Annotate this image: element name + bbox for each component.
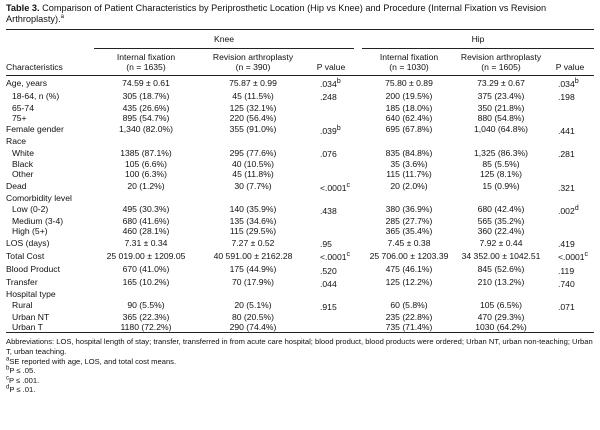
table-row [6, 169, 594, 179]
cell-knee-pvalue [308, 322, 354, 333]
col-header-hip-pvalue [546, 48, 594, 76]
column-gap [354, 123, 362, 136]
cell-hip-pvalue [546, 159, 594, 169]
cell-hip-internal-fixation [362, 136, 456, 146]
table-row [6, 299, 594, 312]
column-gap [354, 203, 362, 216]
cell-knee-internal-fixation: 305 (18.7%) [122, 90, 170, 101]
cell-hip-pvalue [546, 322, 594, 333]
col-header-n: (n = 1635) [126, 62, 166, 73]
column-gap [354, 193, 362, 203]
column-gap [354, 236, 362, 249]
footnote-d: $^d$P ≤ .01. [6, 384, 36, 395]
cell-knee-pvalue: .915 [320, 301, 337, 312]
cell-hip-internal-fixation [362, 193, 456, 203]
table-footnotes [6, 337, 594, 395]
row-label: Race [6, 136, 27, 147]
cell-hip-internal-fixation: 735 (71.4%) [385, 322, 433, 333]
table-row [6, 263, 594, 276]
col-header-n: (n = 1030) [389, 62, 429, 73]
cell-hip-pvalue [546, 226, 594, 236]
cell-hip-revision-arthroplasty: 1,040 (64.8%) [474, 124, 528, 135]
cell-hip-pvalue: .034$^b$ [558, 77, 579, 90]
row-label: Blood Product [6, 263, 60, 274]
caption-footnote-mark: a [60, 14, 64, 21]
row-label: Black [12, 159, 34, 170]
col-header-label: Internal fixation [379, 51, 439, 62]
cell-knee-internal-fixation: 1180 (72.2%) [120, 322, 172, 333]
cell-knee-pvalue: .076 [320, 149, 337, 160]
cell-knee-internal-fixation: 74.59 ± 0.61 [122, 77, 170, 88]
cell-hip-pvalue: .071 [558, 301, 575, 312]
cell-hip-revision-arthroplasty: 85 (5.5%) [482, 159, 520, 170]
cell-hip-internal-fixation: 285 (27.7%) [385, 216, 433, 227]
cell-hip-revision-arthroplasty: 350 (21.8%) [477, 102, 525, 113]
col-header-characteristics: Characteristics [6, 62, 63, 73]
cell-hip-internal-fixation: 75.80 ± 0.89 [385, 77, 433, 88]
cell-hip-pvalue: .740 [558, 278, 575, 289]
column-gap [354, 169, 362, 179]
row-label: Rural [12, 300, 33, 311]
col-header-n: (n = 390) [235, 62, 271, 73]
col-header-knee-pvalue [308, 48, 354, 76]
cell-hip-pvalue [546, 312, 594, 322]
cell-hip-pvalue: .321 [558, 182, 575, 193]
cell-knee-internal-fixation [94, 193, 198, 203]
cell-hip-revision-arthroplasty: 845 (52.6%) [477, 263, 525, 274]
cell-hip-revision-arthroplasty: 34 352.00 ± 1042.51 [461, 250, 541, 261]
cell-knee-revision-arthroplasty: 125 (32.1%) [229, 102, 277, 113]
cell-hip-pvalue: <.0001$^c$ [558, 250, 589, 263]
row-label: High (5+) [12, 226, 48, 237]
table-row [6, 193, 594, 203]
cell-hip-pvalue: .281 [558, 149, 575, 160]
footnote-c: $^c$P ≤ .001. [6, 375, 40, 385]
cell-knee-revision-arthroplasty: 355 (91.0%) [229, 124, 277, 135]
cell-knee-pvalue: .438 [320, 205, 337, 216]
cell-knee-revision-arthroplasty: 115 (29.5%) [229, 226, 277, 237]
row-label: 75+ [12, 112, 27, 123]
cell-knee-pvalue [308, 169, 354, 179]
cell-knee-internal-fixation [94, 136, 198, 146]
column-gap [354, 226, 362, 236]
cell-hip-pvalue [546, 289, 594, 299]
cell-knee-pvalue: <.0001$^c$ [320, 250, 351, 263]
table-row [6, 289, 594, 299]
cell-hip-pvalue: .198 [558, 92, 575, 103]
column-gap [354, 89, 362, 102]
cell-knee-pvalue: .520 [320, 265, 337, 276]
cell-knee-revision-arthroplasty [198, 193, 308, 203]
cell-knee-revision-arthroplasty: 40 591.00 ± 2162.28 [213, 250, 293, 261]
column-gap [354, 180, 362, 193]
cell-knee-pvalue: .248 [320, 92, 337, 103]
cell-hip-revision-arthroplasty: 565 (35.2%) [477, 216, 525, 227]
cell-knee-pvalue: <.0001$^c$ [320, 180, 351, 193]
cell-hip-internal-fixation: 380 (36.9%) [385, 204, 433, 215]
cell-hip-revision-arthroplasty: 210 (13.2%) [477, 277, 525, 288]
row-label: Age, years [6, 77, 48, 88]
cell-knee-revision-arthroplasty: 70 (17.9%) [231, 277, 275, 288]
cell-knee-internal-fixation: 7.31 ± 0.34 [124, 237, 168, 248]
table-row [6, 180, 594, 193]
cell-knee-internal-fixation: 1,340 (82.0%) [119, 124, 173, 135]
cell-hip-pvalue [546, 136, 594, 146]
cell-hip-internal-fixation [362, 289, 456, 299]
table-row [6, 136, 594, 146]
cell-knee-internal-fixation: 895 (54.7%) [122, 112, 170, 123]
row-label: Other [12, 169, 34, 180]
cell-hip-internal-fixation: 235 (22.8%) [385, 311, 433, 322]
cell-knee-revision-arthroplasty: 80 (20.5%) [231, 311, 275, 322]
cell-knee-internal-fixation: 90 (5.5%) [127, 300, 165, 311]
cell-hip-pvalue [546, 103, 594, 113]
cell-hip-revision-arthroplasty: 1030 (64.2%) [475, 322, 527, 333]
group-header-knee: Knee [94, 30, 354, 48]
cell-knee-pvalue [308, 289, 354, 299]
row-label: Female gender [6, 124, 64, 135]
cell-knee-internal-fixation: 100 (6.3%) [124, 169, 168, 180]
cell-hip-revision-arthroplasty: 73.29 ± 0.67 [477, 77, 525, 88]
column-gap [354, 146, 362, 159]
cell-knee-internal-fixation: 165 (10.2%) [122, 277, 170, 288]
cell-knee-pvalue: .95 [320, 239, 332, 250]
row-label: LOS (days) [6, 237, 50, 248]
table-row [6, 322, 594, 333]
cell-hip-revision-arthroplasty: 880 (54.8%) [477, 112, 525, 123]
table-row [6, 249, 594, 262]
cell-hip-pvalue: .419 [558, 239, 575, 250]
row-label: Total Cost [6, 250, 45, 261]
cell-hip-revision-arthroplasty: 125 (8.1%) [479, 169, 523, 180]
cell-hip-internal-fixation: 20 (2.0%) [390, 181, 428, 192]
cell-knee-revision-arthroplasty: 295 (77.6%) [229, 147, 277, 158]
table-number: Table 3. [6, 3, 40, 13]
column-gap [354, 136, 362, 146]
table-row [6, 89, 594, 102]
cell-knee-internal-fixation: 1385 (87.1%) [120, 147, 172, 158]
table-caption [6, 0, 594, 25]
cell-knee-internal-fixation: 365 (22.3%) [122, 311, 170, 322]
col-header-n: (n = 1605) [481, 62, 521, 73]
footnote-a: $^a$SE reported with age, LOS, and total cost means. [6, 356, 177, 366]
cell-hip-revision-arthroplasty: 7.92 ± 0.44 [479, 237, 523, 248]
cell-hip-pvalue: .002$^d$ [558, 203, 579, 216]
cell-knee-pvalue [308, 136, 354, 146]
table-row [6, 226, 594, 236]
cell-knee-revision-arthroplasty: 20 (5.1%) [234, 300, 272, 311]
cell-knee-pvalue: .044 [320, 278, 337, 289]
cell-hip-pvalue: .119 [558, 265, 575, 276]
cell-knee-pvalue [308, 103, 354, 113]
row-label: Medium (3-4) [12, 216, 64, 227]
cell-knee-internal-fixation [94, 289, 198, 299]
row-label: 65-74 [12, 102, 34, 113]
cell-hip-revision-arthroplasty [456, 136, 546, 146]
cell-knee-internal-fixation: 680 (41.6%) [122, 216, 170, 227]
cell-knee-internal-fixation: 670 (41.0%) [122, 263, 170, 274]
cell-knee-pvalue [308, 312, 354, 322]
cell-knee-revision-arthroplasty: 7.27 ± 0.52 [231, 237, 275, 248]
cell-hip-internal-fixation: 35 (3.6%) [390, 159, 428, 170]
cell-knee-pvalue [308, 113, 354, 123]
table-row [6, 236, 594, 249]
cell-knee-revision-arthroplasty: 30 (7.7%) [234, 181, 272, 192]
cell-knee-pvalue [308, 193, 354, 203]
cell-hip-internal-fixation: 695 (67.8%) [385, 124, 433, 135]
row-label: Low (0-2) [12, 204, 49, 215]
cell-knee-revision-arthroplasty: 290 (74.4%) [229, 322, 277, 333]
row-label: Transfer [6, 277, 38, 288]
table-row [6, 113, 594, 123]
column-gap [354, 76, 362, 90]
cell-hip-pvalue [546, 216, 594, 226]
col-header-label: Revision arthroplasty [212, 51, 294, 62]
cell-knee-revision-arthroplasty: 75.87 ± 0.99 [229, 77, 277, 88]
footnote-b: $^b$P ≤ .05. [6, 365, 36, 376]
cell-hip-revision-arthroplasty [456, 289, 546, 299]
table-row [6, 146, 594, 159]
cell-hip-internal-fixation: 60 (5.8%) [390, 300, 428, 311]
column-gap [354, 103, 362, 113]
col-header-knee-internal-fixation [94, 48, 198, 76]
row-label: White [12, 147, 34, 158]
cell-knee-revision-arthroplasty: 140 (35.9%) [229, 204, 277, 215]
cell-knee-revision-arthroplasty: 135 (34.6%) [229, 216, 277, 227]
cell-hip-internal-fixation: 835 (84.8%) [385, 147, 433, 158]
cell-hip-internal-fixation: 185 (18.0%) [385, 102, 433, 113]
cell-knee-revision-arthroplasty [198, 289, 308, 299]
row-label: 18-64, n (%) [12, 90, 60, 101]
row-label: Hospital type [6, 288, 56, 299]
cell-hip-revision-arthroplasty: 375 (23.4%) [477, 90, 525, 101]
cell-knee-pvalue: .039$^b$ [320, 123, 341, 136]
cell-knee-pvalue [308, 216, 354, 226]
cell-knee-revision-arthroplasty [198, 136, 308, 146]
cell-hip-internal-fixation: 7.45 ± 0.38 [387, 237, 431, 248]
cell-hip-revision-arthroplasty: 680 (42.4%) [477, 204, 525, 215]
cell-knee-pvalue [308, 226, 354, 236]
row-label: Urban T [12, 322, 43, 333]
row-label: Comorbidity level [6, 192, 72, 203]
cell-knee-internal-fixation: 20 (1.2%) [127, 181, 165, 192]
cell-hip-internal-fixation: 475 (46.1%) [385, 263, 433, 274]
col-header-label: Internal fixation [116, 51, 176, 62]
column-gap [354, 299, 362, 312]
table-row [6, 103, 594, 113]
cell-knee-revision-arthroplasty: 40 (10.5%) [231, 159, 275, 170]
table-row [6, 203, 594, 216]
column-gap [354, 113, 362, 123]
cell-hip-pvalue [546, 113, 594, 123]
cell-hip-internal-fixation: 25 706.00 ± 1203.39 [369, 250, 449, 261]
column-gap [354, 322, 362, 333]
cell-hip-internal-fixation: 365 (35.4%) [385, 226, 433, 237]
cell-hip-pvalue [546, 193, 594, 203]
cell-knee-pvalue [308, 159, 354, 169]
cell-knee-internal-fixation: 495 (30.3%) [122, 204, 170, 215]
cell-hip-revision-arthroplasty: 470 (29.3%) [477, 311, 525, 322]
column-gap [354, 216, 362, 226]
table-row [6, 123, 594, 136]
col-header-label: Revision arthroplasty [460, 51, 542, 62]
pvalue-label: P value [316, 62, 346, 73]
cell-hip-internal-fixation: 115 (11.7%) [386, 169, 432, 180]
pvalue-label: P value [555, 62, 585, 73]
cell-knee-internal-fixation: 105 (6.6%) [124, 159, 168, 170]
table-row [6, 276, 594, 289]
column-gap [354, 289, 362, 299]
column-gap [354, 263, 362, 276]
characteristics-table [6, 29, 594, 333]
column-gap [354, 249, 362, 262]
cell-hip-revision-arthroplasty: 15 (0.9%) [482, 181, 520, 192]
table-body [6, 76, 594, 333]
cell-hip-internal-fixation: 200 (19.5%) [385, 90, 433, 101]
row-label: Dead [6, 181, 27, 192]
cell-knee-revision-arthroplasty: 220 (56.4%) [229, 112, 277, 123]
col-header-hip-internal-fixation [362, 48, 456, 76]
col-header-knee-revision-arthroplasty [198, 48, 308, 76]
cell-hip-internal-fixation: 640 (62.4%) [385, 112, 433, 123]
cell-hip-revision-arthroplasty: 1,325 (86.3%) [474, 147, 528, 158]
cell-knee-internal-fixation: 460 (28.1%) [122, 226, 170, 237]
cell-hip-internal-fixation: 125 (12.2%) [385, 277, 433, 288]
table-row [6, 216, 594, 226]
cell-knee-revision-arthroplasty: 45 (11.8%) [232, 169, 274, 180]
cell-knee-pvalue: .034$^b$ [320, 77, 341, 90]
table-row [6, 76, 594, 90]
cell-knee-internal-fixation: 435 (26.6%) [122, 102, 170, 113]
cell-knee-revision-arthroplasty: 175 (44.9%) [229, 263, 277, 274]
footnote-abbreviations: Abbreviations: LOS, hospital length of stay; transfer, transferred in from acute care hospital; blood product, blood products were ordered; Urban NT, urban non-teaching; Urban T, urban teaching. [6, 337, 593, 356]
table-row [6, 312, 594, 322]
cell-knee-revision-arthroplasty: 45 (11.5%) [232, 90, 274, 101]
cell-hip-pvalue: .441 [558, 125, 575, 136]
cell-hip-pvalue [546, 169, 594, 179]
table-title: Comparison of Patient Characteristics by Periprosthetic Location (Hip vs Knee) and Procedure (Internal Fixation vs Revision Arthroplasty). [6, 3, 547, 25]
table-row [6, 159, 594, 169]
cell-knee-internal-fixation: 25 019.00 ± 1209.05 [106, 250, 186, 261]
column-gap [354, 159, 362, 169]
column-gap [354, 276, 362, 289]
col-header-hip-revision-arthroplasty [456, 48, 546, 76]
group-header-hip: Hip [362, 30, 594, 48]
cell-hip-revision-arthroplasty [456, 193, 546, 203]
column-gap [354, 312, 362, 322]
row-label: Urban NT [12, 311, 50, 322]
cell-hip-revision-arthroplasty: 105 (6.5%) [479, 300, 523, 311]
cell-hip-revision-arthroplasty: 360 (22.4%) [477, 226, 525, 237]
